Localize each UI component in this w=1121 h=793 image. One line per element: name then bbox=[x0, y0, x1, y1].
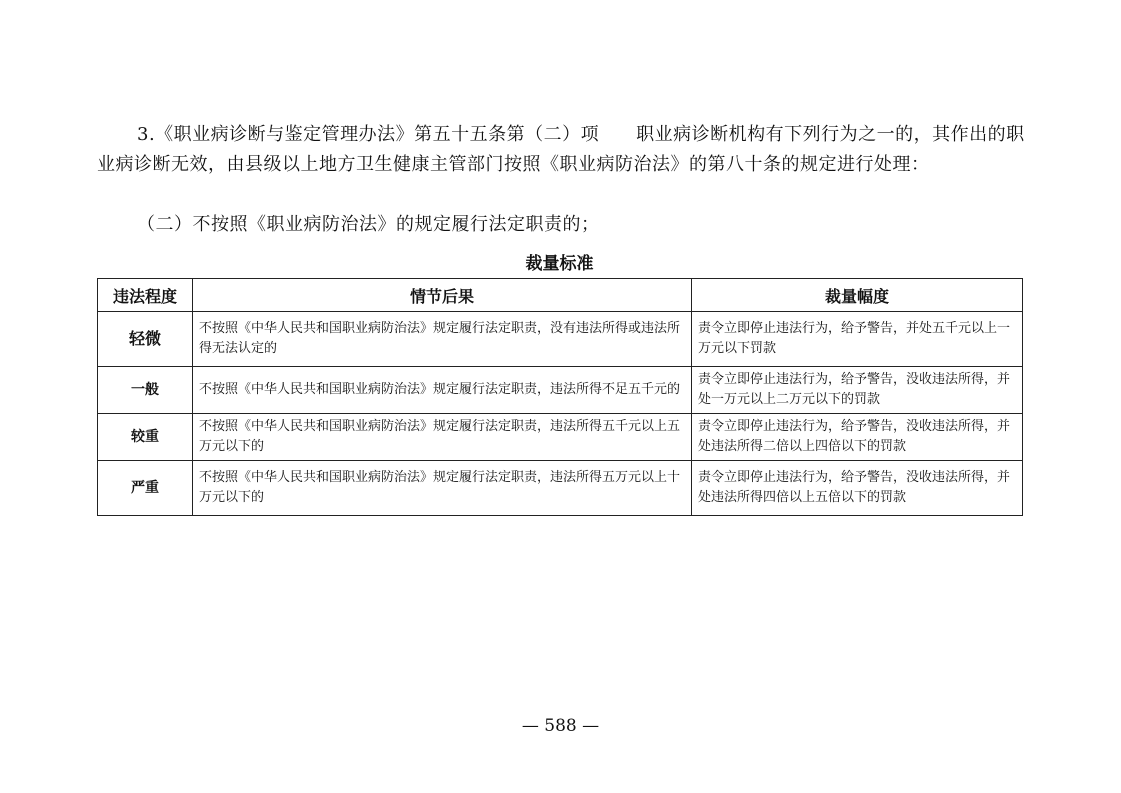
table-row bbox=[98, 367, 1023, 414]
penalty-cell: 责令立即停止违法行为，给予警告，没收违法所得，并处一万元以上二万元以下的罚款 bbox=[692, 367, 1023, 414]
circumstance-cell: 不按照《中华人民共和国职业病防治法》规定履行法定职责，违法所得不足五千元的 bbox=[193, 367, 692, 414]
table-header-row bbox=[98, 279, 1023, 312]
violation-level-cell: 较重 bbox=[98, 414, 193, 461]
header-penalty-range: 裁量幅度 bbox=[692, 279, 1023, 312]
circumstance-cell: 不按照《中华人民共和国职业病防治法》规定履行法定职责，违法所得五万元以上十万元以下的 bbox=[193, 461, 692, 516]
violation-level-cell: 严重 bbox=[98, 461, 193, 516]
table-row bbox=[98, 414, 1023, 461]
table-title: 裁量标准 bbox=[525, 254, 594, 274]
penalty-cell: 责令立即停止违法行为，给予警告，并处五千元以上一万元以下罚款 bbox=[692, 312, 1023, 367]
header-circumstance: 情节后果 bbox=[193, 279, 692, 312]
circumstance-cell: 不按照《中华人民共和国职业病防治法》规定履行法定职责，没有违法所得或违法所得无法认定的 bbox=[193, 312, 692, 367]
circumstance-cell: 不按照《中华人民共和国职业病防治法》规定履行法定职责，违法所得五千元以上五万元以下的 bbox=[193, 414, 692, 461]
violation-level-cell: 一般 bbox=[98, 367, 193, 414]
violation-level-cell: 轻微 bbox=[98, 312, 193, 367]
penalty-cell: 责令立即停止违法行为，给予警告，没收违法所得，并处违法所得二倍以上四倍以下的罚款 bbox=[692, 414, 1023, 461]
discretion-standard-table bbox=[97, 278, 1023, 516]
article-paragraph: 3.《职业病诊断与鉴定管理办法》第五十五条第（二）项 职业病诊断机构有下列行为之一的，其作出的职业病诊断无效，由县级以上地方卫生健康主管部门按照《职业病防治法》的第八十条的规定进行处理： bbox=[97, 124, 1025, 175]
table-row bbox=[98, 461, 1023, 516]
header-violation-level: 违法程度 bbox=[98, 279, 193, 312]
clause-paragraph: （二）不按照《职业病防治法》的规定履行法定职责的； bbox=[137, 214, 600, 235]
table-row bbox=[98, 312, 1023, 367]
penalty-cell: 责令立即停止违法行为，给予警告，没收违法所得，并处违法所得四倍以上五倍以下的罚款 bbox=[692, 461, 1023, 516]
page-number: — 588 — bbox=[521, 716, 600, 736]
